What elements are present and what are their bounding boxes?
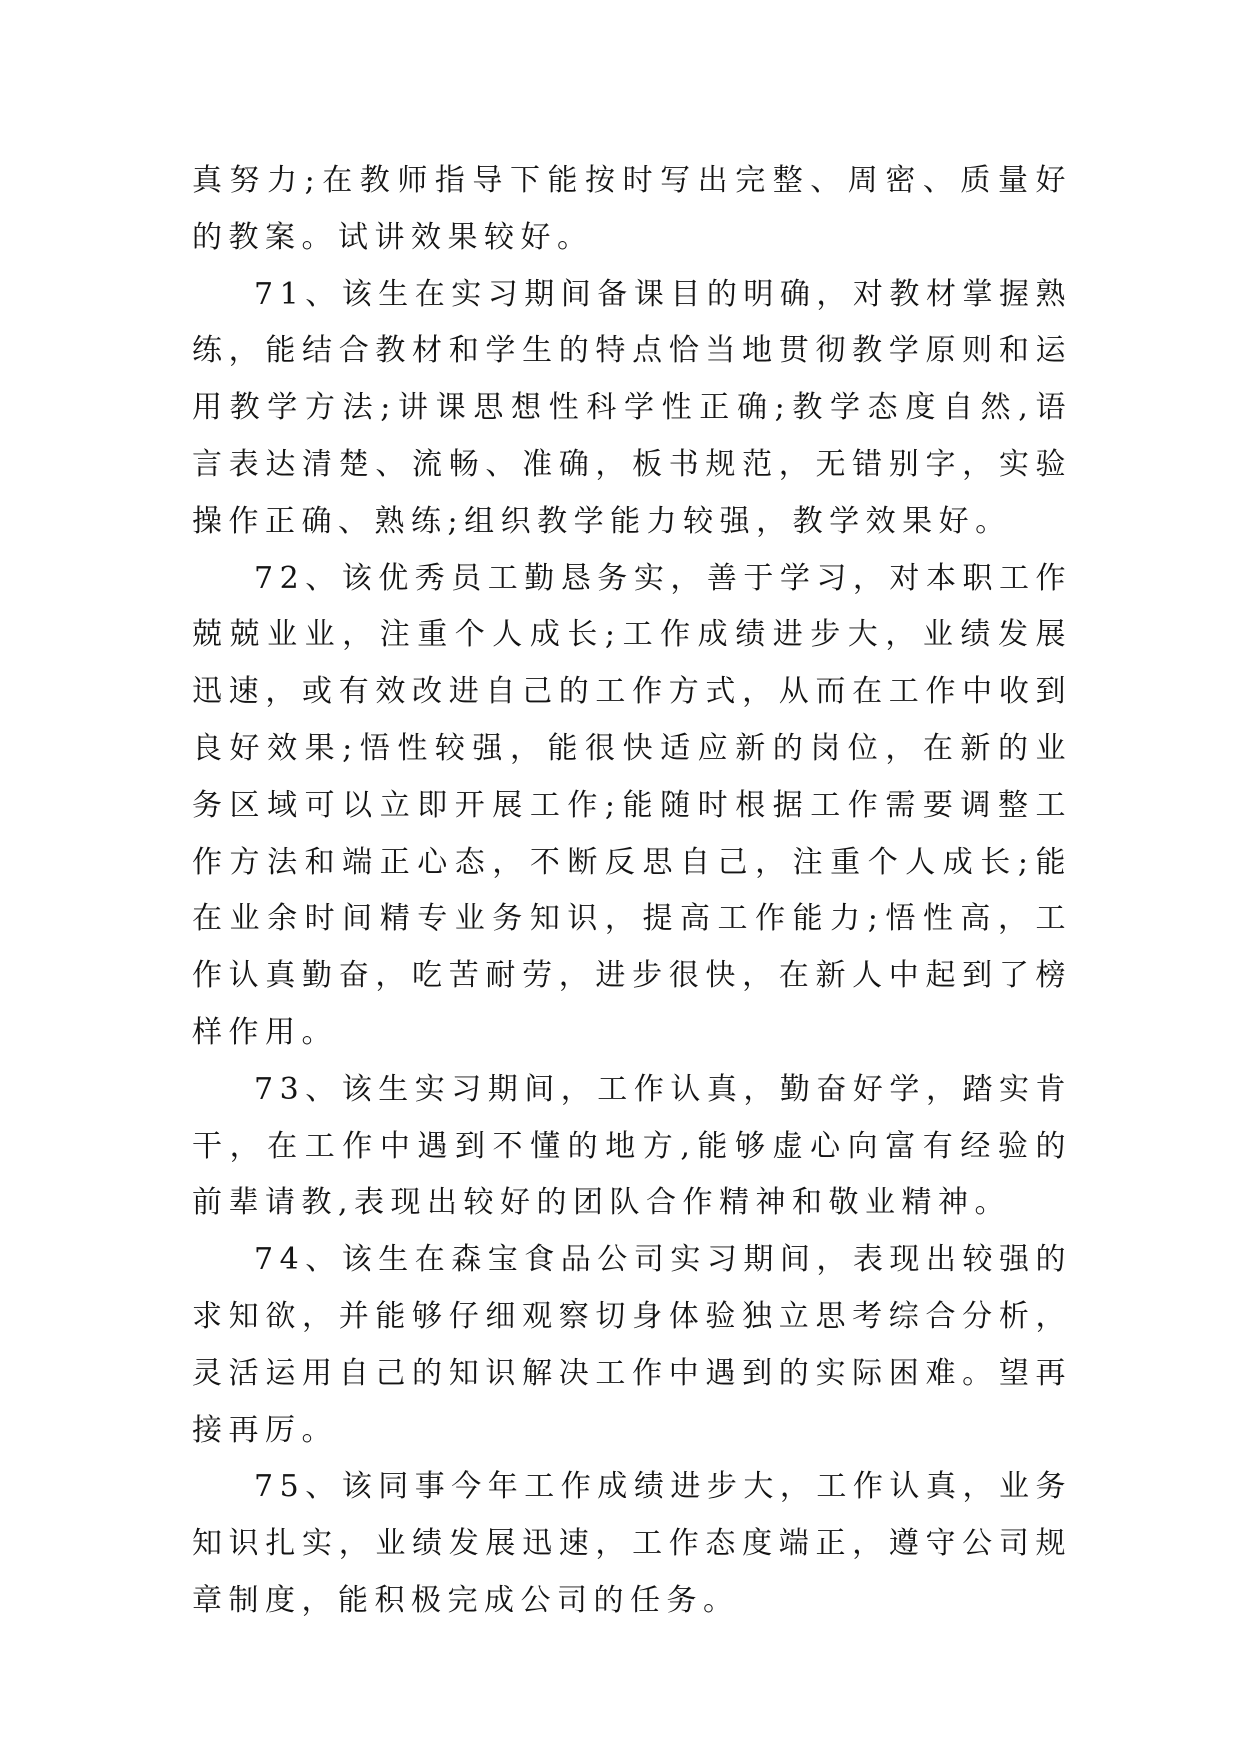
paragraph-74: 74、该生在森宝食品公司实习期间，表现出较强的求知欲，并能够仔细观察切身体验独立思考综合分析，灵活运用自己的知识解决工作中遇到的实际困难。望再接再厉。 [192,1242,1072,1448]
paragraph-71: 71、该生在实习期间备课目的明确，对教材掌握熟练，能结合教材和学生的特点恰当地贯彻教学原则和运用教学方法;讲课思想性科学性正确;教学态度自然,语言表达清楚、流畅、准确，板书规范，无错别字，实验操作正确、熟练;组织教学能力较强，教学效果好。 [192,276,1072,539]
paragraph-72: 72、该优秀员工勤恳务实，善于学习，对本职工作兢兢业业，注重个人成长;工作成绩进步大，业绩发展迅速，或有效改进自己的工作方式，从而在工作中收到良好效果;悟性较强，能很快适应新的岗位，在新的业务区域可以立即开展工作;能随时根据工作需要调整工作方法和端正心态，不断反思自己，注重个人成长;能在业余时间精专业务知识，提高工作能力;悟性高，工作认真勤奋，吃苦耐劳，进步很快，在新人中起到了榜样作用。 [192,560,1072,1050]
paragraph-73: 73、该生实习期间，工作认真，勤奋好学，踏实肯干，在工作中遇到不懂的地方,能够虚心向富有经验的前辈请教,表现出较好的团队合作精神和敬业精神。 [192,1071,1072,1221]
paragraph-75: 75、该同事今年工作成绩进步大，工作认真，业务知识扎实，业绩发展迅速，工作态度端正，遵守公司规章制度，能积极完成公司的任务。 [192,1469,1072,1618]
document-page [192,153,1072,1630]
paragraph-continuation: 真努力;在教师指导下能按时写出完整、周密、质量好的教案。试讲效果较好。 [192,163,1072,255]
